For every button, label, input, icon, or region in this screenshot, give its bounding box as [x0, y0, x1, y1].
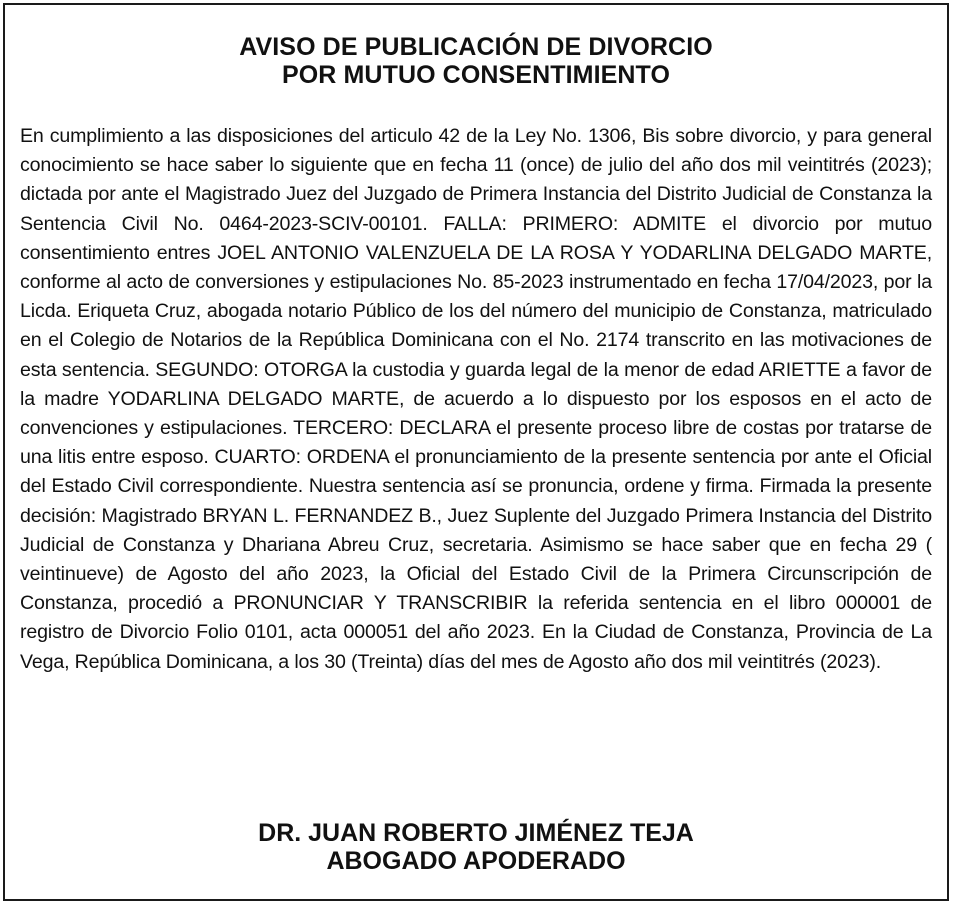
notice-title-line-1: AVISO DE PUBLICACIÓN DE DIVORCIO	[239, 33, 713, 61]
notice-title-line-2: POR MUTUO CONSENTIMIENTO	[281, 61, 671, 89]
notice-body: En cumplimiento a las disposiciones del articulo 42 de la Ley No. 1306, Bis sobre divorcio, y para general conocimiento se hace saber lo siguiente que en fecha 11 (once) de julio del año dos mil veintitrés (2023); dictada por ante el Magistrado Juez del Juzgado de Primera Instancia del Distrito Judicial de Constanza la Sentencia Civil No. 0464-2023-SCIV-00101. FALLA: PRIMERO: ADMITE el divorcio por mutuo consentimiento entres JOEL ANTONIO VALENZUELA DE LA ROSA Y YODARLINA DELGADO MARTE, conforme al acto de conversiones y estipulaciones No. 85-2023 instrumentado en fecha 17/04/2023, por la Licda. Eriqueta Cruz, abogada notario Público de los del número del municipio de Constanza, matriculado en el Colegio de Notarios de la República Dominicana con el No. 2174 transcrito en las motivaciones de esta sentencia. SEGUNDO: OTORGA la custodia y guarda legal de la menor de edad ARIETTE a favor de la madre YODARLINA DELGADO MARTE, de acuerdo a lo dispuesto por los esposos en el acto de convenciones y estipulaciones. TERCERO: DECLARA el presente proceso libre de costas por tratarse de una litis entre esposo. CUARTO: ORDENA el pronunciamiento de la presente sentencia por ante el Oficial del Estado Civil correspondiente. Nuestra sentencia así se pronuncia, ordene y firma. Firmada la presente decisión: Magistrado BRYAN L. FERNANDEZ B., Juez Suplente del Juzgado Primera Instancia del Distrito Judicial de Constanza y Dhariana Abreu Cruz, secretaria. Asimismo se hace saber que en fecha 29 ( veintinueve) de Agosto del año 2023, la Oficial del Estado Civil de la Primera Circunscripción de Constanza, procedió a PRONUNCIAR Y TRANSCRIBIR la referida sentencia en el libro 000001 de registro de Divorcio Folio 0101, acta 000051 del año 2023. En la Ciudad de Constanza, Provincia de La Vega, República Dominicana, a los 30 (Treinta) días del mes de Agosto año dos mil veintitrés (2023).	[20, 125, 932, 673]
legal-notice	[3, 3, 949, 901]
notice-title	[5, 33, 947, 89]
signature-block	[5, 819, 947, 875]
signature-role: ABOGADO APODERADO	[326, 847, 626, 875]
signature-name: DR. JUAN ROBERTO JIMÉNEZ TEJA	[258, 819, 694, 847]
